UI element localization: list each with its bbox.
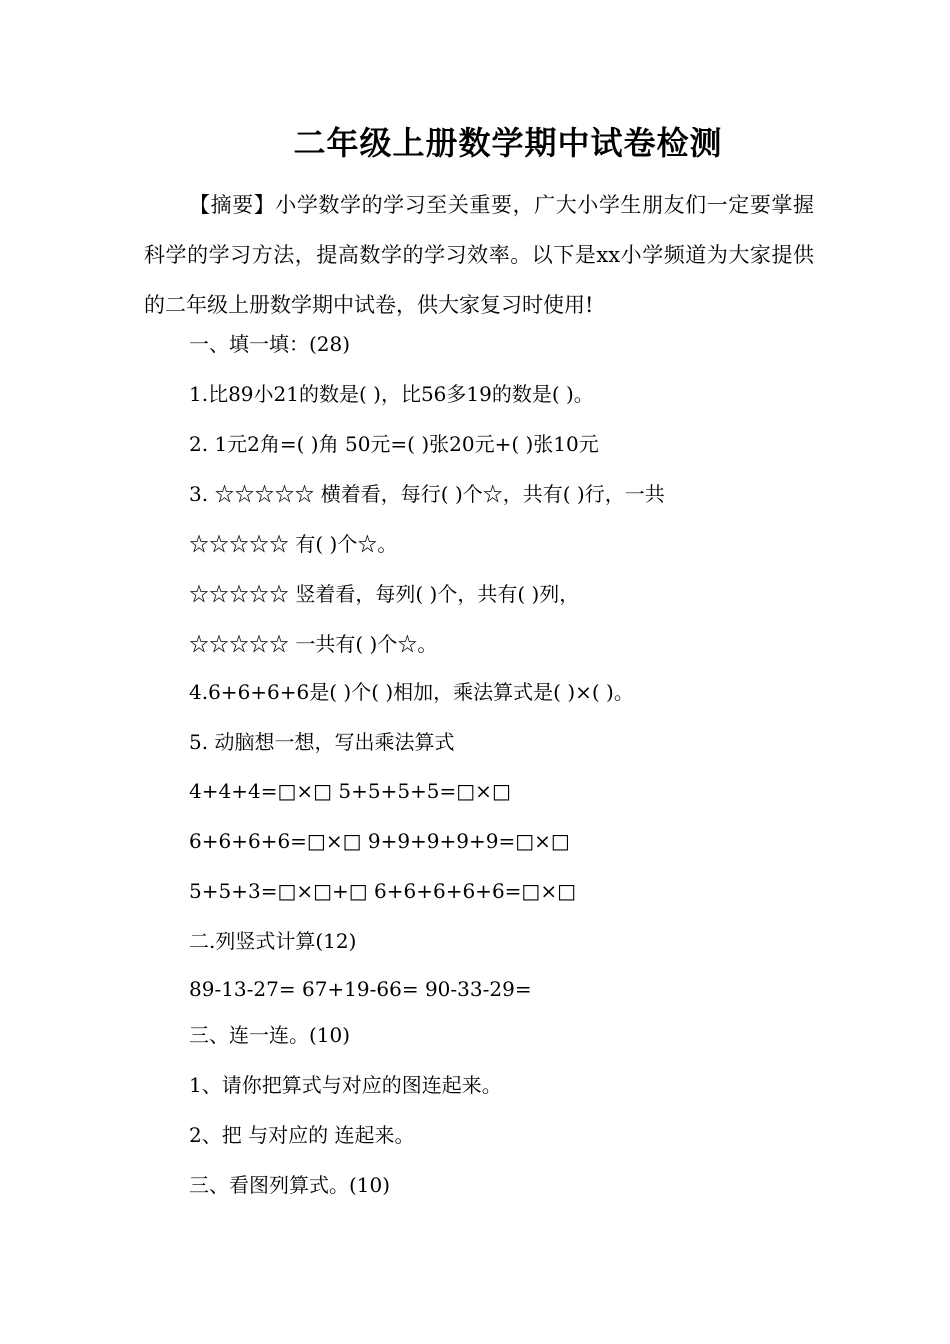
equation-line: 5+5+3=□×□+□ 6+6+6+6+6=□×□ bbox=[189, 879, 576, 903]
question-line: 3. ☆☆☆☆☆ 横着看，每行( )个☆，共有( )行，一共 bbox=[189, 482, 665, 506]
section-heading-connect: 三、连一连。(10) bbox=[189, 1023, 351, 1047]
equation-line: 4+4+4=□×□ 5+5+5+5=□×□ bbox=[189, 779, 511, 803]
question-line: 1、请你把算式与对应的图连起来。 bbox=[189, 1073, 502, 1097]
abstract-paragraph: 【摘要】小学数学的学习至关重要，广大小学生朋友们一定要掌握科学的学习方法，提高数学的学习效率。以下是xx小学频道为大家提供的二年级上册数学期中试卷，供大家复习时使用! bbox=[144, 193, 814, 317]
equation-line: 6+6+6+6=□×□ 9+9+9+9+9=□×□ bbox=[189, 829, 570, 853]
question-line: ☆☆☆☆☆ 竖着看，每列( )个，共有( )列， bbox=[189, 582, 580, 606]
question-line: 4.6+6+6+6是( )个( )相加，乘法算式是( )×( )。 bbox=[189, 680, 634, 704]
question-line: 2、把 与对应的 连起来。 bbox=[189, 1123, 415, 1147]
question-line: 5. 动脑想一想，写出乘法算式 bbox=[189, 730, 455, 754]
section-heading-fill-in: 一、填一填：(28) bbox=[189, 332, 351, 356]
section-heading-vertical-calc: 二.列竖式计算(12) bbox=[189, 929, 357, 953]
question-line: 2. 1元2角=( )角 50元=( )张20元+( )张10元 bbox=[189, 432, 599, 456]
question-line: 1.比89小21的数是( )，比56多19的数是( )。 bbox=[189, 382, 594, 406]
section-heading-picture-equation: 三、看图列算式。(10) bbox=[189, 1173, 391, 1197]
question-line: ☆☆☆☆☆ 一共有( )个☆。 bbox=[189, 632, 438, 656]
equation-line: 89-13-27= 67+19-66= 90-33-29= bbox=[189, 977, 532, 1001]
document-title: 二年级上册数学期中试卷检测 bbox=[293, 124, 723, 162]
question-line: ☆☆☆☆☆ 有( )个☆。 bbox=[189, 532, 398, 556]
